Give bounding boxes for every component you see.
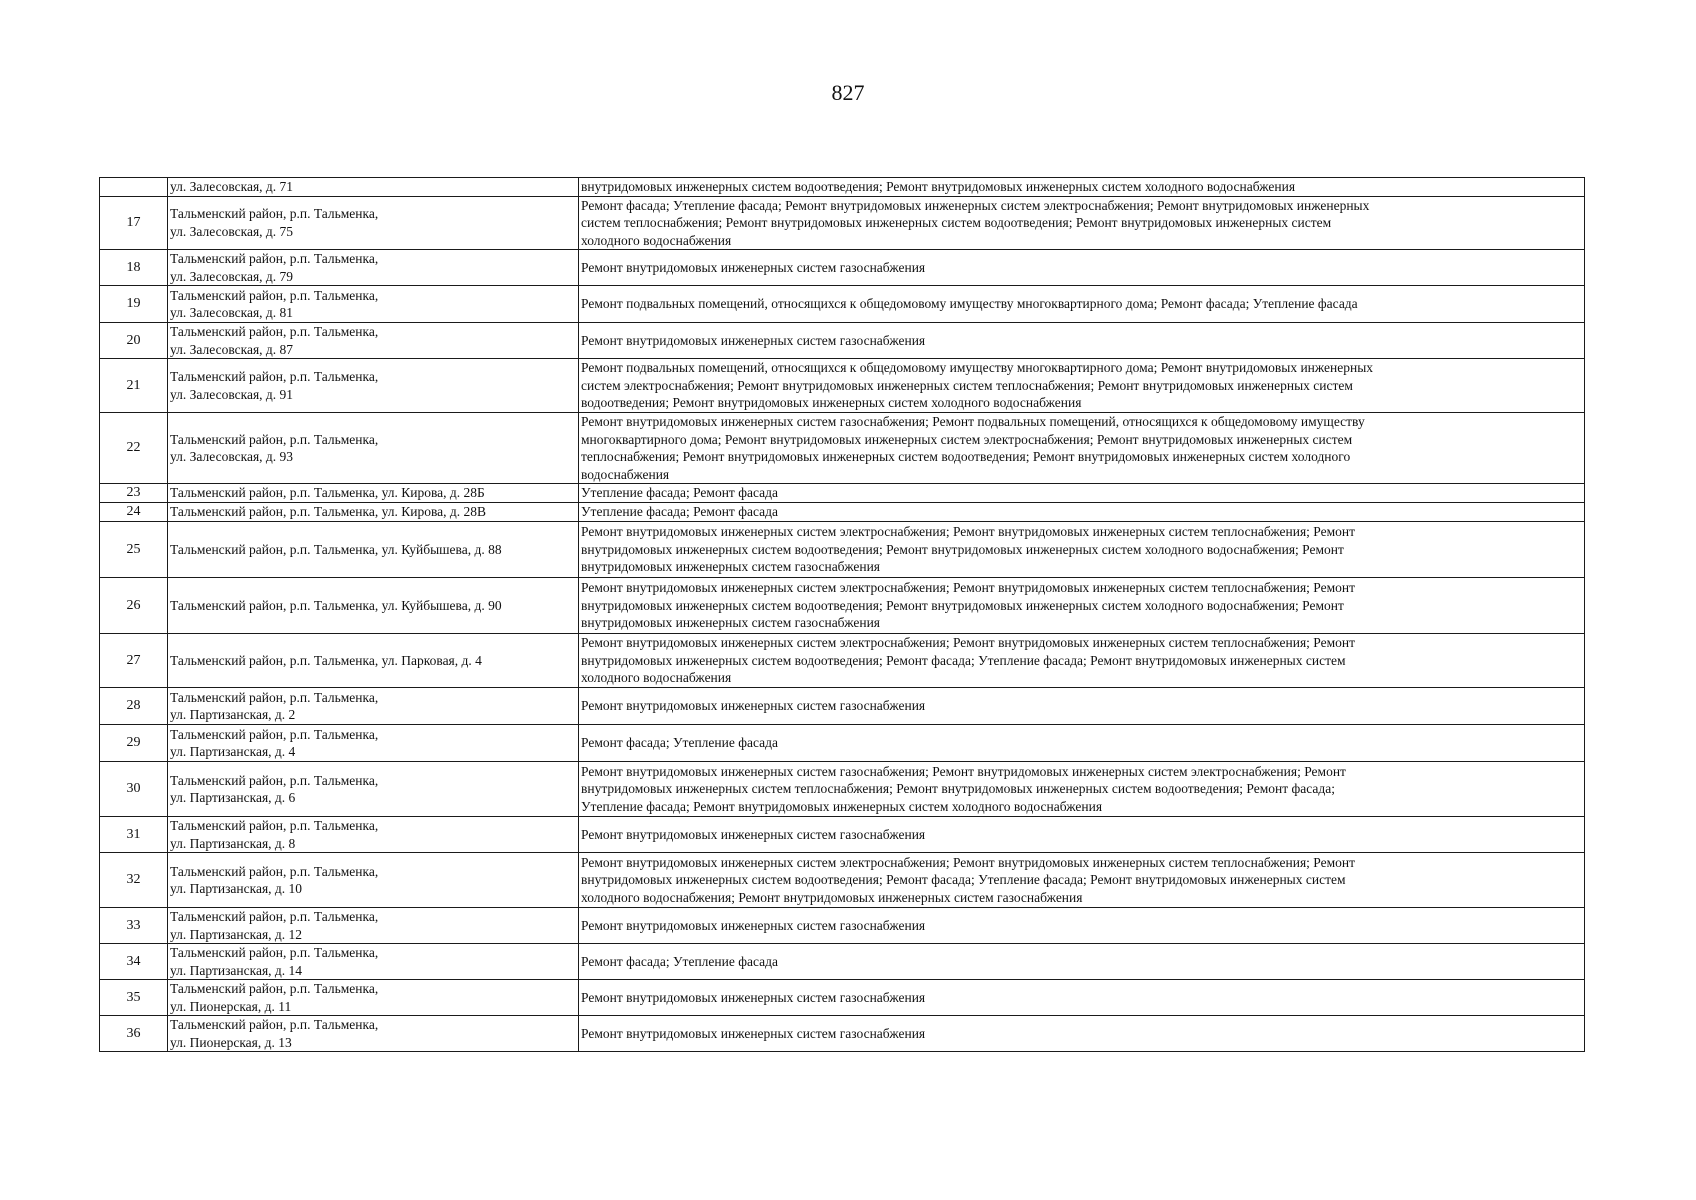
works-line: внутридомовых инженерных систем водоотведения; Ремонт внутридомовых инженерных систем холодного водоснабжения; Ремонт: [581, 597, 1344, 613]
table-row: [100, 578, 1585, 634]
row-number-cell: 36: [100, 1016, 168, 1052]
works-line: систем теплоснабжения; Ремонт внутридомовых инженерных систем водоотведения; Ремонт внутридомовых инженерных систем: [581, 215, 1332, 230]
address-line: Тальменский район, р.п. Тальменка,: [170, 863, 379, 879]
works-line: водоснабжения: [581, 466, 670, 482]
works-line: Ремонт внутридомовых инженерных систем газоснабжения; Ремонт подвальных помещений, относящихся к общедомовому имуществу: [581, 414, 1365, 429]
address-cell: [168, 817, 579, 853]
table-row: [100, 853, 1585, 908]
table-row: [100, 522, 1585, 578]
address-cell: [168, 762, 579, 817]
address-line: Тальменский район, р.п. Тальменка,: [170, 981, 379, 996]
table-row: [100, 359, 1585, 413]
address-line: ул. Партизанская, д. 2: [170, 707, 296, 722]
works-line: Ремонт внутридомовых инженерных систем электроснабжения; Ремонт внутридомовых инженерных систем теплоснабжения; Ремонт: [581, 580, 1356, 596]
address-line: Тальменский район, р.п. Тальменка,: [170, 206, 379, 222]
works-line: Ремонт внутридомовых инженерных систем газоснабжения: [581, 698, 926, 714]
address-cell: [168, 908, 579, 944]
address-cell: [168, 1016, 579, 1052]
works-cell: [579, 817, 1585, 853]
address-line: ул. Залесовская, д. 87: [170, 341, 294, 357]
row-number-cell: 28: [100, 688, 168, 725]
works-cell: [579, 323, 1585, 359]
works-line: Ремонт внутридомовых инженерных систем электроснабжения; Ремонт внутридомовых инженерных систем теплоснабжения; Ремонт: [581, 524, 1356, 540]
works-cell: [579, 1016, 1585, 1052]
works-line: Утепление фасада; Ремонт фасада: [581, 485, 778, 501]
address-line: ул. Залесовская, д. 75: [170, 223, 294, 239]
address-line: Тальменский район, р.п. Тальменка,: [170, 945, 379, 960]
works-line: Ремонт подвальных помещений, относящихся к общедомовому имуществу многоквартирного дома; Ремонт фасада; Утепление фасада: [581, 296, 1358, 312]
address-cell: [168, 725, 579, 762]
row-number-cell: 20: [100, 323, 168, 359]
table-row: [100, 634, 1585, 688]
table-row: [100, 250, 1585, 286]
works-cell: [579, 980, 1585, 1016]
address-cell: [168, 250, 579, 286]
works-line: Ремонт внутридомовых инженерных систем газоснабжения: [581, 989, 926, 1005]
table-row: [100, 980, 1585, 1016]
row-number-cell: 18: [100, 250, 168, 286]
table-row: [100, 323, 1585, 359]
works-line: внутридомовых инженерных систем водоотведения; Ремонт фасада; Утепление фасада; Ремонт внутридомовых инженерных систем: [581, 872, 1346, 888]
row-number-cell: 32: [100, 853, 168, 908]
works-line: Утепление фасада; Ремонт внутридомовых инженерных систем холодного водоснабжения: [581, 798, 1103, 814]
address-line: ул. Залесовская, д. 81: [170, 305, 294, 320]
works-cell: [579, 503, 1585, 522]
address-line: Тальменский район, р.п. Тальменка, ул. Куйбышева, д. 88: [170, 541, 502, 557]
works-cell: [579, 725, 1585, 762]
row-number-cell: 27: [100, 634, 168, 688]
address-line: Тальменский район, р.п. Тальменка,: [170, 251, 379, 266]
address-line: Тальменский район, р.п. Тальменка,: [170, 369, 379, 384]
row-number-cell: 23: [100, 484, 168, 503]
address-cell: [168, 522, 579, 578]
works-line: теплоснабжения; Ремонт внутридомовых инженерных систем водоотведения; Ремонт внутридомовых инженерных систем холодного: [581, 449, 1351, 464]
address-cell: [168, 359, 579, 413]
address-line: ул. Партизанская, д. 10: [170, 881, 303, 896]
works-table-wrapper: [99, 177, 1584, 1052]
works-line: Ремонт внутридомовых инженерных систем электроснабжения; Ремонт внутридомовых инженерных систем теплоснабжения; Ремонт: [581, 635, 1356, 651]
address-line: ул. Партизанская, д. 6: [170, 790, 296, 805]
table-row: [100, 762, 1585, 817]
table-row: [100, 286, 1585, 323]
address-line: Тальменский район, р.п. Тальменка, ул. Куйбышева, д. 90: [170, 597, 502, 613]
address-line: Тальменский район, р.п. Тальменка,: [170, 726, 379, 742]
table-row: [100, 725, 1585, 762]
address-line: Тальменский район, р.п. Тальменка, ул. Кирова, д. 28В: [170, 504, 487, 520]
works-cell: [579, 484, 1585, 503]
works-table: [99, 177, 1585, 1052]
address-line: ул. Партизанская, д. 4: [170, 744, 296, 759]
address-cell: [168, 688, 579, 725]
address-cell: [168, 413, 579, 484]
row-number-cell: 21: [100, 359, 168, 413]
address-line: ул. Партизанская, д. 12: [170, 926, 303, 942]
address-line: Тальменский район, р.п. Тальменка, ул. Парковая, д. 4: [170, 652, 482, 668]
works-cell: [579, 359, 1585, 413]
address-line: ул. Партизанская, д. 14: [170, 962, 303, 978]
works-line: Ремонт фасада; Утепление фасада; Ремонт внутридомовых инженерных систем электроснабжения; Ремонт внутридомовых инженерных: [581, 197, 1370, 213]
address-cell: [168, 178, 579, 197]
works-line: холодного водоснабжения: [581, 232, 732, 248]
table-body: [100, 178, 1585, 1052]
row-number-cell: 35: [100, 980, 168, 1016]
table-row: [100, 178, 1585, 197]
row-number-cell: [100, 178, 168, 197]
row-number-cell: 25: [100, 522, 168, 578]
works-line: Ремонт фасада; Утепление фасада: [581, 953, 778, 969]
address-cell: [168, 196, 579, 250]
works-line: Ремонт внутридомовых инженерных систем газоснабжения: [581, 1025, 926, 1041]
works-line: Ремонт внутридомовых инженерных систем электроснабжения; Ремонт внутридомовых инженерных систем теплоснабжения; Ремонт: [581, 854, 1356, 870]
address-line: ул. Залесовская, д. 93: [170, 449, 294, 464]
works-line: Ремонт внутридомовых инженерных систем газоснабжения: [581, 917, 926, 933]
address-cell: [168, 484, 579, 503]
works-cell: [579, 634, 1585, 688]
works-line: Ремонт фасада; Утепление фасада: [581, 735, 778, 751]
table-row: [100, 908, 1585, 944]
address-cell: [168, 634, 579, 688]
row-number-cell: 26: [100, 578, 168, 634]
works-line: внутридомовых инженерных систем газоснабжения: [581, 559, 881, 575]
row-number-cell: 31: [100, 817, 168, 853]
address-line: Тальменский район, р.п. Тальменка,: [170, 689, 379, 705]
works-line: водоотведения; Ремонт внутридомовых инженерных систем холодного водоснабжения: [581, 395, 1082, 411]
address-line: Тальменский район, р.п. Тальменка,: [170, 772, 379, 788]
address-line: Тальменский район, р.п. Тальменка,: [170, 818, 379, 833]
table-row: [100, 688, 1585, 725]
works-line: Ремонт внутридомовых инженерных систем газоснабжения: [581, 259, 926, 275]
row-number-cell: 24: [100, 503, 168, 522]
address-line: Тальменский район, р.п. Тальменка,: [170, 431, 379, 447]
table-row: [100, 196, 1585, 250]
table-row: [100, 413, 1585, 484]
works-line: внутридомовых инженерных систем газоснабжения: [581, 615, 881, 631]
works-line: холодного водоснабжения; Ремонт внутридомовых инженерных систем газоснабжения: [581, 889, 1083, 905]
works-cell: [579, 196, 1585, 250]
table-row: [100, 1016, 1585, 1052]
row-number-cell: 30: [100, 762, 168, 817]
address-line: ул. Партизанская, д. 8: [170, 835, 296, 851]
address-cell: [168, 578, 579, 634]
row-number-cell: 22: [100, 413, 168, 484]
address-line: ул. Пионерская, д. 13: [170, 1034, 292, 1050]
works-cell: [579, 178, 1585, 197]
row-number-cell: 34: [100, 944, 168, 980]
row-number-cell: 17: [100, 196, 168, 250]
works-line: холодного водоснабжения: [581, 670, 732, 686]
address-line: Тальменский район, р.п. Тальменка,: [170, 324, 379, 339]
works-cell: [579, 908, 1585, 944]
works-cell: [579, 762, 1585, 817]
works-cell: [579, 853, 1585, 908]
works-line: Ремонт внутридомовых инженерных систем газоснабжения: [581, 826, 926, 842]
table-row: [100, 944, 1585, 980]
works-line: Утепление фасада; Ремонт фасада: [581, 504, 778, 520]
works-line: внутридомовых инженерных систем водоотведения; Ремонт внутридомовых инженерных систем холодного водоснабжения: [581, 179, 1296, 194]
address-cell: [168, 503, 579, 522]
address-line: Тальменский район, р.п. Тальменка,: [170, 287, 379, 303]
address-line: ул. Залесовская, д. 71: [170, 179, 294, 194]
works-cell: [579, 250, 1585, 286]
address-cell: [168, 286, 579, 323]
address-line: ул. Залесовская, д. 91: [170, 386, 294, 402]
works-line: внутридомовых инженерных систем водоотведения; Ремонт внутридомовых инженерных систем холодного водоснабжения; Ремонт: [581, 541, 1344, 557]
works-line: систем электроснабжения; Ремонт внутридомовых инженерных систем теплоснабжения; Ремонт внутридомовых инженерных систем: [581, 377, 1353, 393]
address-cell: [168, 944, 579, 980]
works-cell: [579, 413, 1585, 484]
works-line: внутридомовых инженерных систем теплоснабжения; Ремонт внутридомовых инженерных систем водоотведения; Ремонт фасада;: [581, 781, 1336, 797]
address-line: ул. Залесовская, д. 79: [170, 268, 294, 284]
works-cell: [579, 688, 1585, 725]
address-line: Тальменский район, р.п. Тальменка,: [170, 1017, 379, 1032]
works-line: многоквартирного дома; Ремонт внутридомовых инженерных систем электроснабжения; Ремонт внутридомовых инженерных систем: [581, 431, 1353, 447]
page-number: 827: [831, 80, 865, 105]
address-line: ул. Пионерская, д. 11: [170, 998, 292, 1014]
table-row: [100, 484, 1585, 503]
address-cell: [168, 980, 579, 1016]
row-number-cell: 33: [100, 908, 168, 944]
address-cell: [168, 323, 579, 359]
works-line: Ремонт внутридомовых инженерных систем газоснабжения: [581, 332, 926, 348]
works-line: внутридомовых инженерных систем водоотведения; Ремонт фасада; Утепление фасада; Ремонт внутридомовых инженерных систем: [581, 652, 1346, 668]
address-line: Тальменский район, р.п. Тальменка, ул. Кирова, д. 28Б: [170, 485, 485, 501]
works-cell: [579, 522, 1585, 578]
address-cell: [168, 853, 579, 908]
address-line: Тальменский район, р.п. Тальменка,: [170, 909, 379, 924]
row-number-cell: 19: [100, 286, 168, 323]
works-cell: [579, 944, 1585, 980]
works-cell: [579, 578, 1585, 634]
table-row: [100, 817, 1585, 853]
works-line: Ремонт внутридомовых инженерных систем газоснабжения; Ремонт внутридомовых инженерных систем электроснабжения; Ремонт: [581, 763, 1346, 779]
works-line: Ремонт подвальных помещений, относящихся к общедомовому имуществу многоквартирного дома; Ремонт внутридомовых инженерных: [581, 360, 1374, 376]
row-number-cell: 29: [100, 725, 168, 762]
table-row: [100, 503, 1585, 522]
works-cell: [579, 286, 1585, 323]
